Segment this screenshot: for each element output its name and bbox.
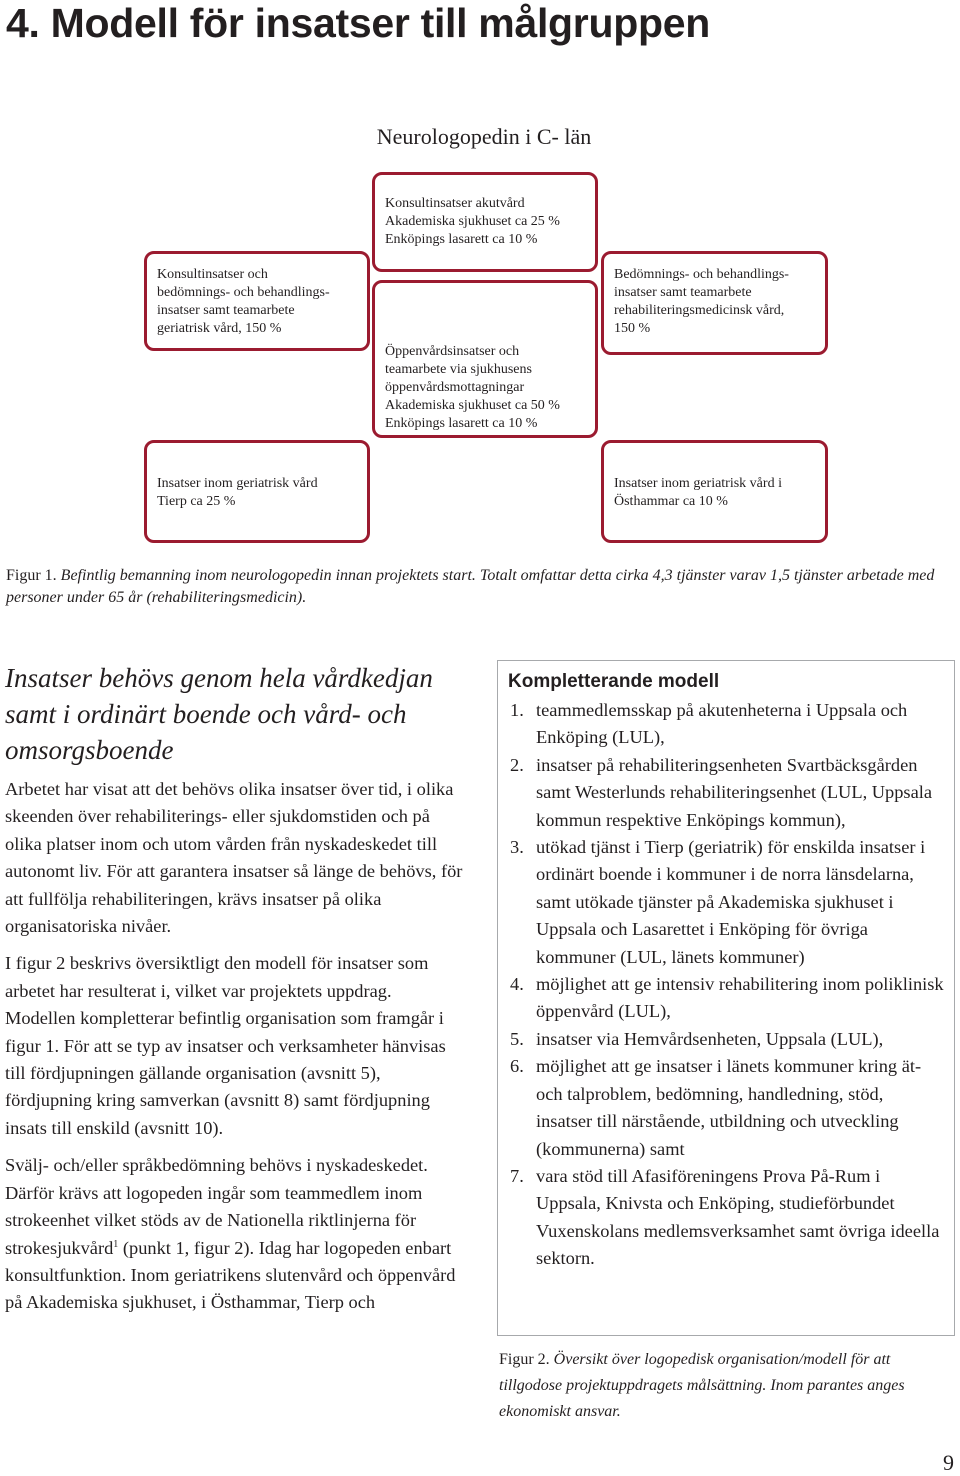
list-item-number: 5. — [510, 1028, 524, 1049]
list-item — [508, 1163, 944, 1273]
sidebar-heading: Kompletterande modell — [508, 671, 720, 692]
box-osthammar — [601, 440, 828, 543]
list-item-number: 4. — [510, 974, 524, 995]
main-column — [5, 660, 463, 1327]
footnote-ref: 1 — [113, 1238, 119, 1250]
figure2-caption — [499, 1347, 955, 1425]
list-item-number: 1. — [510, 700, 524, 720]
list-item-number: 6. — [510, 1056, 524, 1077]
box-tierp-text: Insatser inom geriatrisk vård Tierp ca 25 % — [157, 476, 318, 509]
paragraph-1: Arbetet har visat att det behövs olika insatser över tid, i olika skeenden över rehabiliterings- eller sjukdomstiden och på olika platser inom och utom vården från nyskadeskedet till autonomt liv. För att garantera insatser så länge de behövs, för att fullfölja rehabiliteringen, krävs insatser på olika organisatoriska nivåer. — [5, 779, 463, 937]
figure2-text: Översikt över logopedisk organisation/modell för att tillgodose projektuppdragets målsättning. Inom parantes anges ekonomiskt ansvar. — [499, 1351, 905, 1420]
figure2-label: Figur 2. — [499, 1351, 550, 1368]
box-rehabmedicin-text: Bedömnings- och behandlings- insatser samt teamarbete rehabiliteringsmedicinsk vård, 150 % — [614, 267, 789, 336]
box-geriatrisk-vard-text: Konsultinsatser och bedömnings- och behandlings- insatser samt teamarbete geriatrisk vård, 150 % — [157, 267, 330, 336]
paragraph-3-a: Svälj- och/eller språkbedömning behövs i nyskadeskedet. Därför krävs att logopeden ingår som teammedlem inom strokeenhet vilket stöds av de Nationella riktlinjerna för strokesjukvård — [5, 1155, 428, 1258]
paragraph-3-b: (punkt 1, figur 2). Idag har logopeden enbart konsultfunktion. Inom geriatrikens slutenvård och öppenvård på Akademiska sjukhuset, i Östhammar, Tierp och — [5, 1237, 456, 1313]
box-geriatrisk-vard — [144, 251, 370, 351]
box-tierp — [144, 440, 370, 543]
page-number: 9 — [943, 1450, 954, 1475]
list-item-text: möjlighet att ge intensiv rehabilitering inom poliklinisk öppenvård (LUL), — [536, 974, 944, 1022]
figure1-text: Befintlig bemanning inom neurologopedin innan projektets start. Totalt omfattar detta cirka 4,3 tjänster varav 1,5 tjänster arbetade med personer under 65 år (rehabiliteringsmedicin). — [6, 567, 935, 606]
figure1-label: Figur 1. — [6, 567, 57, 584]
list-item-number: 7. — [510, 1165, 524, 1186]
list-item-text: utökad tjänst i Tierp (geriatrik) för enskilda insatser i ordinärt boende i kommuner i de norra länsdelarna, samt utökade tjänster på Akademiska sjukhuset i Uppsala och Lasarettet i Enköping för övriga kommuner (LUL, länets kommuner) — [536, 837, 926, 967]
list-item — [508, 752, 944, 834]
list-item — [508, 971, 944, 1026]
list-item-text: insatser via Hemvårdsenheten, Uppsala (LUL), — [536, 1028, 884, 1049]
box-oppenvard — [372, 280, 598, 438]
paragraph-3 — [5, 1152, 463, 1316]
list-item-text: teammedlemsskap på akutenheterna i Uppsala och Enköping (LUL), — [536, 700, 908, 748]
box-oppenvard-text: Öppenvårdsinsatser och teamarbete via sjukhusens öppenvårdsmottagningar Akademiska sjukhuset ca 50 % Enköpings lasarett ca 10 % — [385, 344, 560, 431]
paragraph-2: I figur 2 beskrivs översiktligt den modell för insatser som arbetet har resulterat i, vilket var projektets uppdrag. Modellen kompletterar befintlig organisation som framgår i figur 1. För att se typ av insatser och verksamheter hänvisas till fördjupningen gällande organisation (avsnitt 5), fördjupning kring samverkan (avsnitt 8) samt fördjupning insats till enskild (avsnitt 10). — [5, 953, 446, 1138]
list-item-number: 3. — [510, 837, 524, 858]
list-item-text: möjlighet att ge insatser i länets kommuner kring ät- och talproblem, bedömning, handledning, stöd, insatser till närstående, utbildning och utveckling (kommunerna) samt — [536, 1056, 922, 1159]
box-konsult-akutvard — [372, 172, 598, 272]
list-item — [508, 697, 944, 752]
section-heading: Insatser behövs genom hela vårdkedjan samt i ordinärt boende och vård- och omsorgsboende — [5, 663, 433, 765]
list-item — [508, 834, 944, 971]
chapter-title: 4. Modell för insatser till målgruppen — [6, 0, 710, 46]
list-item-number: 2. — [510, 754, 524, 775]
box-rehabmedicin — [601, 251, 828, 355]
list-item-text: vara stöd till Afasiföreningens Prova På-Rum i Uppsala, Knivsta och Enköping, studieförbundet Vuxenskolans medlemsverksamhet samt övriga ideella sektorn. — [536, 1165, 940, 1269]
figure1-caption — [6, 565, 956, 609]
sidebar-list — [508, 697, 944, 1273]
list-item — [508, 1053, 944, 1163]
box-konsult-akutvard-text: Konsultinsatser akutvård Akademiska sjukhuset ca 25 % Enköpings lasarett ca 10 % — [385, 196, 560, 247]
diagram-title: Neurologopedin i C- län — [376, 124, 592, 149]
list-item — [508, 1026, 944, 1053]
sidebar-box — [497, 660, 955, 1336]
box-osthammar-text: Insatser inom geriatrisk vård i Östhammar ca 10 % — [614, 476, 782, 509]
list-item-text: insatser på rehabiliteringsenheten Svartbäcksgården samt Westerlunds rehabiliteringsenhet (LUL, Uppsala kommun respektive Enköpings kommun), — [536, 754, 933, 830]
